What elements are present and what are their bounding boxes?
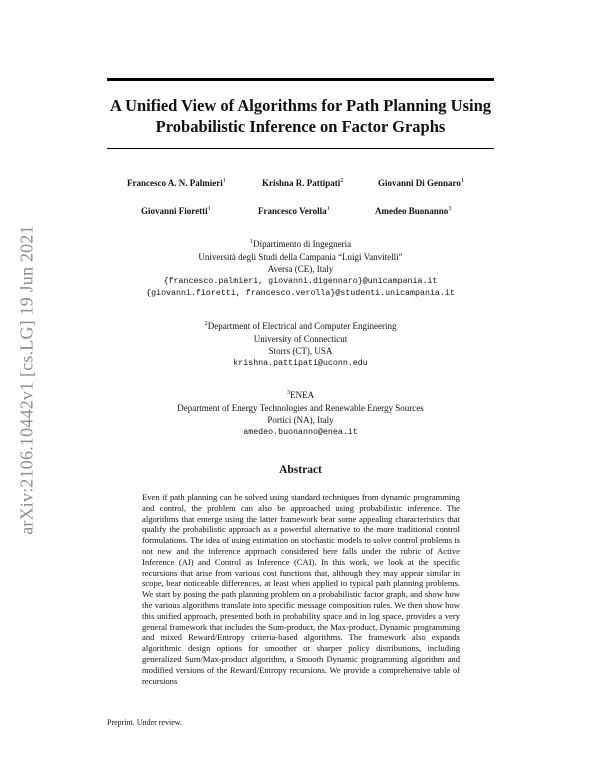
author bbox=[127, 177, 226, 188]
paper-title: A Unified View of Algorithms for Path Planning Using Probabilistic Inference on Factor Graphs bbox=[109, 96, 492, 136]
author-sup: 1 bbox=[222, 177, 226, 184]
author bbox=[141, 205, 211, 216]
affiliation-3 bbox=[107, 387, 494, 439]
author bbox=[258, 205, 330, 216]
arxiv-stamp bbox=[12, 210, 42, 550]
affiliation-place: Aversa (CE), Italy bbox=[267, 264, 334, 274]
affiliation-email: {giovanni.fioretti, francesco.verolla}@studenti.unicampania.it bbox=[146, 289, 455, 298]
affiliation-sup: 3 bbox=[286, 389, 291, 396]
affiliation-email: amedeo.buonanno@enea.it bbox=[243, 427, 358, 437]
affiliation-sup: 1 bbox=[249, 238, 254, 245]
title-bottom-rule bbox=[107, 148, 494, 149]
affiliation-name: Department of Electrical and Computer Engineering bbox=[207, 321, 397, 331]
author-sup: 3 bbox=[448, 205, 452, 212]
affiliation-email: {francesco.palmieri, giovanni.digennaro}@unicampania.it bbox=[163, 276, 438, 286]
affiliation-sup: 2 bbox=[204, 320, 208, 327]
author-name: Giovanni Fioretti bbox=[141, 206, 208, 216]
author-name: Francesco A. N. Palmieri bbox=[127, 178, 223, 188]
abstract-text: Even if path planning can be solved using standard techniques from dynamic programming and control, the problem can also be approached using probabilistic inference. The algorithms that emerge using the latter framework bear some appealing characteristics that qualify the probabilistic approach as a powerful alternative to the more traditional control formulations. The idea of using estimation on stochastic models to solve control problems is not new and the inference approach considered here falls under the rubric of Active Inference (AI) and Control as Inference (CAI). In this work, we look at the specific recursions that arise from various cost functions that, although they may appear similar in scope, bear noticeable differences, at least when applied to typical path planning problems. We start by posing the path planning problem on a probabilistic factor graph, and show how the various algorithms translate into specific message composition rules. We then show how this unified approach, presented both in probability space and in log space, provides a very general framework that includes the Sum-product, the Max-product, Dynamic programming and mixed Reward/Entropy criteria-based algorithms. The framework also expands algorithmic design options for smoother or sharper policy distributions, including generalized Sum/Max-product algorithm, a Smooth Dynamic programming algorithm and modified versions of the Reward/Entropy recursions. We provide a comprehensive table of recursions bbox=[142, 492, 460, 686]
abstract-heading: Abstract bbox=[279, 464, 322, 476]
affiliation-org: Department of Energy Technologies and Renewable Energy Sources bbox=[177, 402, 424, 413]
affiliation-name: Dipartimento di Ingegneria bbox=[253, 239, 352, 249]
affiliation-2 bbox=[107, 318, 494, 370]
author bbox=[378, 177, 464, 188]
author-sup: 1 bbox=[460, 177, 465, 184]
author-sup: 1 bbox=[326, 205, 330, 212]
affiliation-place: Storrs (CT), USA bbox=[268, 346, 333, 356]
author-sup: 2 bbox=[340, 177, 344, 184]
affiliation-name: ENEA bbox=[290, 390, 315, 400]
affiliation-1 bbox=[107, 236, 494, 301]
affiliation-org: University of Connecticut bbox=[253, 333, 348, 344]
affiliation-email: krishna.pattipati@uconn.edu bbox=[233, 358, 368, 368]
author-name: Francesco Verolla bbox=[258, 206, 327, 216]
preprint-note: Preprint. Under review. bbox=[107, 718, 183, 727]
arxiv-stamp-text: arXiv:2106.10442v1 [cs.LG] 19 Jun 2021 bbox=[16, 225, 37, 535]
title-top-rule bbox=[107, 78, 494, 81]
author-sup: 1 bbox=[207, 205, 211, 212]
author-name: Giovanni Di Gennaro bbox=[378, 178, 461, 188]
affiliation-place: Portici (NA), Italy bbox=[267, 415, 334, 425]
author bbox=[262, 177, 344, 188]
author bbox=[375, 205, 452, 216]
author-name: Amedeo Buonanno bbox=[375, 206, 449, 216]
affiliation-org: Università degli Studi della Campania “Luigi Vanvitelli” bbox=[198, 251, 403, 262]
author-name: Krishna R. Pattipati bbox=[262, 178, 341, 188]
